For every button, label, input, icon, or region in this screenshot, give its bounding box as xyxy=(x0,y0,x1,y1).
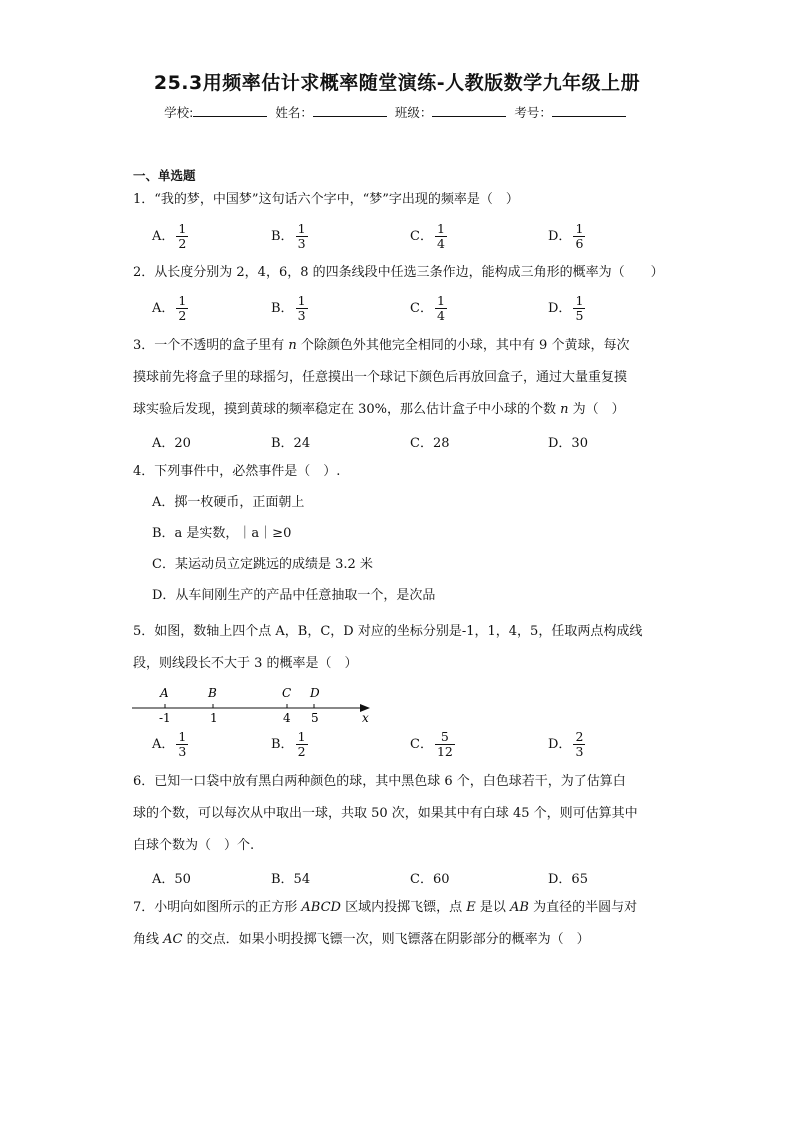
name-label: 姓名： xyxy=(275,105,313,120)
student-info-line xyxy=(0,103,794,121)
option-a[interactable]: A． $\frac{1}{2}$ xyxy=(152,221,187,251)
option-b[interactable]: B．a 是实数，｜a｜≥0 xyxy=(152,526,292,541)
question-1 xyxy=(133,184,663,216)
question-6-line-3: 白球个数为（ ）个. xyxy=(133,838,255,853)
question-3 xyxy=(133,330,663,426)
school-blank[interactable] xyxy=(193,104,267,117)
number-line-figure xyxy=(130,682,380,724)
value-label-a: -1 xyxy=(159,711,171,724)
point-label-b: B xyxy=(208,686,217,700)
fraction: $\frac{1}{4}$ xyxy=(436,293,445,323)
fraction: $\frac{1}{2}$ xyxy=(297,729,306,759)
fraction: $\frac{1}{3}$ xyxy=(297,221,306,251)
option-d[interactable]: D．30 xyxy=(548,436,588,451)
option-d[interactable]: D． $\frac{2}{3}$ xyxy=(548,729,584,759)
question-5-line-2: 段，则线段长不大于 3 的概率是（ ） xyxy=(133,656,358,671)
fraction: $\frac{1}{2}$ xyxy=(178,293,187,323)
fraction: $\frac{2}{3}$ xyxy=(575,729,584,759)
exam-number-label: 考号： xyxy=(514,105,552,120)
fraction: $\frac{1}{3}$ xyxy=(297,293,306,323)
point-label-d: D xyxy=(310,686,320,700)
question-7 xyxy=(133,892,663,956)
question-2-text: 2．从长度分别为 2，4，6，8 的四条线段中任选三条作边，能构成三角形的概率为（ ） xyxy=(133,265,664,280)
fraction: $\frac{1}{2}$ xyxy=(178,221,187,251)
fraction: $\frac{1}{3}$ xyxy=(178,729,187,759)
fraction: $\frac{1}{6}$ xyxy=(575,221,584,251)
fraction: $\frac{1}{5}$ xyxy=(575,293,584,323)
question-5 xyxy=(133,616,663,680)
option-b[interactable]: B． $\frac{1}{2}$ xyxy=(271,729,306,759)
name-blank[interactable] xyxy=(313,104,387,117)
option-d[interactable]: D． $\frac{1}{5}$ xyxy=(548,293,584,323)
page-title: 25.3用频率估计求概率随堂演练-人教版数学九年级上册 xyxy=(153,72,641,94)
value-label-b: 1 xyxy=(210,711,218,724)
question-7-line-1: 7．小明向如图所示的正方形 ABCD 区域内投掷飞镖，点 E 是以 AB 为直径的半圆与对 xyxy=(133,900,638,915)
exam-number-blank[interactable] xyxy=(552,104,626,117)
option-c[interactable]: C． $\frac{1}{4}$ xyxy=(410,293,445,323)
option-a[interactable]: A．20 xyxy=(152,436,191,451)
value-label-c: 4 xyxy=(283,711,291,724)
option-a[interactable]: A． $\frac{1}{3}$ xyxy=(152,729,187,759)
option-b[interactable]: B． $\frac{1}{3}$ xyxy=(271,293,306,323)
question-7-line-2: 角线 AC 的交点．如果小明投掷飞镖一次，则飞镖落在阴影部分的概率为（ ） xyxy=(133,932,590,947)
class-blank[interactable] xyxy=(432,104,506,117)
point-label-c: C xyxy=(282,686,292,700)
question-4 xyxy=(133,456,663,488)
question-6-line-2: 球的个数，可以每次从中取出一球，共取 50 次，如果其中有白球 45 个，则可估算其中 xyxy=(133,806,638,821)
option-c[interactable]: C．28 xyxy=(410,436,450,451)
option-c[interactable]: C． $\frac{1}{4}$ xyxy=(410,221,445,251)
school-label: 学校: xyxy=(164,105,194,120)
option-a[interactable]: A．掷一枚硬币，正面朝上 xyxy=(152,495,305,510)
fraction: $\frac{5}{12}$ xyxy=(436,729,453,759)
question-4-text: 4．下列事件中，必然事件是（ ）. xyxy=(133,464,341,479)
option-d[interactable]: D．从车间刚生产的产品中任意抽取一个，是次品 xyxy=(152,588,436,603)
question-2 xyxy=(133,257,663,289)
question-1-text: 1．“我的梦，中国梦”这句话六个字中，“梦”字出现的频率是（ ） xyxy=(133,192,519,207)
option-c[interactable]: C．60 xyxy=(410,872,450,887)
option-a[interactable]: A． $\frac{1}{2}$ xyxy=(152,293,187,323)
option-c[interactable]: C．某运动员立定跳远的成绩是 3.2 米 xyxy=(152,557,373,572)
point-label-a: A xyxy=(160,686,169,700)
option-a[interactable]: A．50 xyxy=(152,872,191,887)
option-d[interactable]: D．65 xyxy=(548,872,588,887)
question-6 xyxy=(133,766,663,862)
axis-x-label: x xyxy=(362,711,369,724)
class-label: 班级： xyxy=(394,105,433,120)
option-b[interactable]: B．54 xyxy=(271,872,311,887)
section-heading: 一、单选题 xyxy=(133,168,196,183)
question-5-line-1: 5．如图，数轴上四个点 A，B，C，D 对应的坐标分别是-1，1，4，5，任取两点构成线 xyxy=(133,624,643,639)
option-b[interactable]: B． $\frac{1}{3}$ xyxy=(271,221,306,251)
fraction: $\frac{1}{4}$ xyxy=(436,221,445,251)
option-c[interactable]: C． $\frac{5}{12}$ xyxy=(410,729,453,759)
option-b[interactable]: B．24 xyxy=(271,436,311,451)
value-label-d: 5 xyxy=(311,711,319,724)
question-3-line-3: 球实验后发现，摸到黄球的频率稳定在 30%，那么估计盒子中小球的个数 n 为（ ） xyxy=(133,402,625,417)
question-3-line-1: 3．一个不透明的盒子里有 n 个除颜色外其他完全相同的小球，其中有 9 个黄球，每次 xyxy=(133,338,630,353)
question-3-line-2: 摸球前先将盒子里的球摇匀，任意摸出一个球记下颜色后再放回盒子，通过大量重复摸 xyxy=(133,370,628,385)
option-d[interactable]: D． $\frac{1}{6}$ xyxy=(548,221,584,251)
question-6-line-1: 6．已知一口袋中放有黑白两种颜色的球，其中黑色球 6 个，白色球若干，为了估算白 xyxy=(133,774,626,789)
